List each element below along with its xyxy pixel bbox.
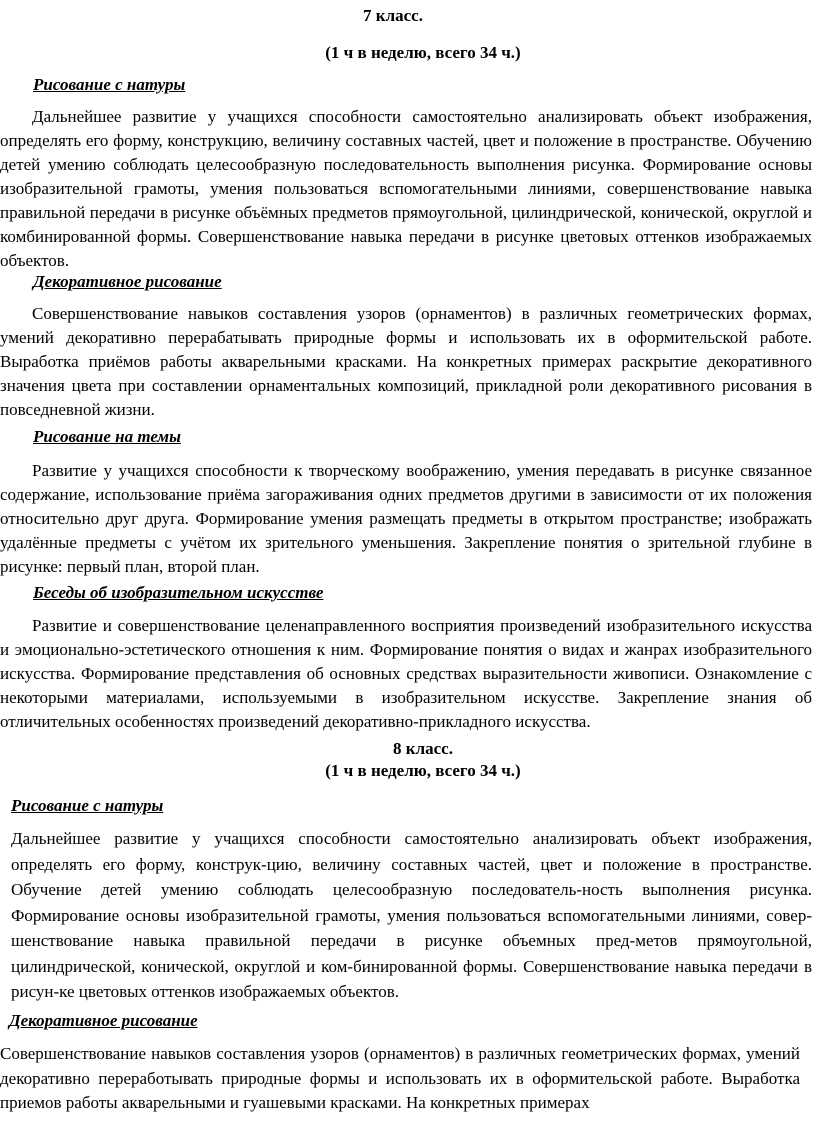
grade7-text-themes: Развитие у учащихся способности к творческому воображению, умения передавать в рисунке связанное содержание, использование приёма загораживания одних предметов другими в зависимости от их положения относительно друг друга. Формирование умения размещать предметы в открытом пространстве; изображать удалённые предметы с учётом их зрительного уменьшения. Закрепление понятия о зрительной глубине в рисунке: первый план, второй план. [0,461,812,576]
grade7-text-decorative: Совершенствование навыков составления узоров (орнаментов) в различных геометрических формах, умений декоративно перерабатывать природные формы и использовать их в оформительской работе. Выработка приёмов работы акварельными красками. На конкретных примерах раскрытие декоративного значения цвета при составлении орнаментальных композиций, прикладной роли декоративного рисования в повседневной жизни. [0,304,812,419]
grade7-heading-nature: Рисование с натуры [33,75,186,94]
grade8-heading-decorative: Декоративное рисование [9,1011,198,1030]
grade7-title: 7 класс. [363,6,423,25]
grade7-text-talks: Развитие и совершенствование целенаправленного восприятия произведений изобразительного искусства и эмоционально-эстетического отношения к ним. Формирование понятия о видах и жанрах изобразительного искусства. Формирование представления об основных средствах выразительности живописи. Ознакомление с некоторыми материалами, используемыми в изобразительном искусстве. Закрепление знания об отличительных особенностях произведений декоративно-прикладного искусства. [0,616,812,731]
grade7-heading-themes: Рисование на темы [33,427,181,446]
grade7-text-nature: Дальнейшее развитие у учащихся способности самостоятельно анализировать объект изображения, определять его форму, конструкцию, величину составных частей, цвет и положение в пространстве. Обучению детей умению соблюдать целесообразную последовательность выполнения рисунка. Формирование основы изобразительной грамоты, умения пользоваться вспомогательными линиями, совершенствование навыка правильной передачи в рисунке объёмных предметов прямоугольной, цилиндрической, конической, округлой и комбинированной формы. Совершенствование навыка передачи в рисунке цветовых оттенков изображаемых объектов. [0,107,812,270]
grade8-heading-nature: Рисование с натуры [11,796,164,815]
grade7-heading-talks: Беседы об изобразительном искусстве [33,583,324,602]
grade8-text-decorative: Совершенствование навыков составления узоров (орнаментов) в различных геометрических формах, умений декоративно переработывать природные формы и использовать их в оформительской работе. Выработка приемов работы акварельными и гуашевыми красками. На конкретных примерах [0,1044,800,1112]
grade7-hours: (1 ч в неделю, всего 34 ч.) [325,43,521,62]
grade8-text-nature: Дальнейшее развитие у учащихся способности самостоятельно анализировать объект изображения, определять его форму, конструк-цию, величину составных частей, цвет и положение в пространстве. Обучение детей умению соблюдать целесообразную последователь-ность выполнения рисунка. Формирование основы изобразительной грамоты, умения пользоваться вспомогательными линиями, совер-шенствование навыка правильной передачи в рисунке объемных пред-метов прямоугольной, цилиндрической, конической, округлой и ком-бинированной формы. Совершенствование навыка передачи в рисун-ке цветовых оттенков изображаемых объектов. [11,829,812,1001]
grade8-title: 8 класс. [393,739,453,758]
grade8-hours: (1 ч в неделю, всего 34 ч.) [325,761,521,780]
grade7-heading-decorative: Декоративное рисование [33,272,222,291]
